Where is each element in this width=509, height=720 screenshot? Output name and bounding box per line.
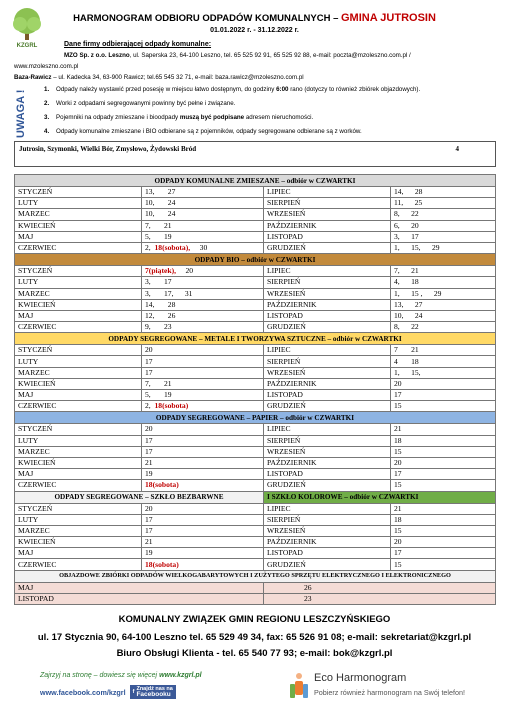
- month-right: LIPIEC: [264, 266, 391, 277]
- month-left: CZERWIEC: [15, 401, 142, 412]
- month-left: STYCZEŃ: [15, 266, 142, 277]
- dates-right: 1, 15,: [391, 367, 496, 378]
- month-right: SIERPIEŃ: [264, 514, 391, 525]
- month-right: PAŹDZIERNIK: [264, 220, 391, 231]
- table-row: [15, 593, 496, 604]
- month-right: WRZESIEŃ: [264, 446, 391, 457]
- month-left: KWIECIEŃ: [15, 220, 142, 231]
- table-row: [15, 480, 496, 491]
- company-website: www.mzoleszno.com.pl: [14, 63, 79, 70]
- month-left: KWIECIEŃ: [15, 299, 142, 310]
- dates-left: 5, 19: [142, 390, 264, 401]
- dates-right: 7, 21: [391, 266, 496, 277]
- dates-left: 5, 19: [142, 231, 264, 242]
- dates-left: 9, 23: [142, 322, 264, 333]
- dates-right: 10, 24: [391, 310, 496, 321]
- section-header-row: [15, 333, 496, 345]
- month-left: MAJ: [15, 390, 142, 401]
- dates-left: 18(sobota): [142, 480, 264, 491]
- dates-left: 19: [142, 469, 264, 480]
- footer-office: Biuro Obsługi Klienta - tel. 65 540 77 93; e-mail: bok@kzgrl.pl: [116, 648, 393, 659]
- month-right: PAŹDZIERNIK: [264, 378, 391, 389]
- table-row: [15, 198, 496, 209]
- dates-left: 17: [142, 514, 264, 525]
- section-header-row: [15, 254, 496, 266]
- footer-org: KOMUNALNY ZWIĄZEK GMIN REGIONU LESZCZYŃSKIEGO: [118, 614, 391, 625]
- dates-left: 17: [142, 525, 264, 536]
- dates-left: 20: [142, 345, 264, 356]
- month-left: STYCZEŃ: [15, 503, 142, 514]
- dates-left: 3, 17, 31: [142, 288, 264, 299]
- table-row: [15, 457, 496, 468]
- dates-right: 17: [391, 390, 496, 401]
- footer-address: ul. 17 Stycznia 90, 64-100 Leszno tel. 65 529 49 34, fax: 65 526 91 08; e-mail: sekretariat@kzgrl.pl: [37, 632, 472, 643]
- dates-left: 17: [142, 435, 264, 446]
- dates-left: 2, 18(sobota), 30: [142, 242, 264, 253]
- month-left: CZERWIEC: [15, 559, 142, 570]
- table-row: [15, 231, 496, 242]
- dates-left: 21: [142, 457, 264, 468]
- month-left: MAJ: [15, 548, 142, 559]
- month-right: WRZESIEŃ: [264, 288, 391, 299]
- dates-right: 3, 17: [391, 231, 496, 242]
- eco-title: Eco Harmonogram: [314, 672, 407, 684]
- dates-left: 7, 21: [142, 378, 264, 389]
- table-row: [15, 446, 496, 457]
- table-row: [15, 288, 496, 299]
- month-left: LUTY: [15, 198, 142, 209]
- table-row: [15, 537, 496, 548]
- dates-right: 21: [391, 503, 496, 514]
- svg-text:KZGRL: KZGRL: [16, 43, 38, 48]
- dates-right: 21: [391, 424, 496, 435]
- dates-right: 1, 15, 29: [391, 242, 496, 253]
- table-row: [15, 277, 496, 288]
- table-row: [15, 548, 496, 559]
- facebook-badge[interactable]: [130, 685, 176, 699]
- dates-left: 7, 21: [142, 220, 264, 231]
- table-row: [15, 220, 496, 231]
- table-row: [15, 209, 496, 220]
- table-row: [15, 367, 496, 378]
- rule-number: 3.: [44, 114, 50, 121]
- rule-number: 1.: [44, 86, 50, 93]
- rule-text: Worki z odpadami segregowanymi powinny być pełne i związane.: [56, 100, 236, 107]
- dates-right: 17: [391, 469, 496, 480]
- rule-item: [44, 100, 504, 107]
- dates-left: 12, 26: [142, 310, 264, 321]
- month-left: LUTY: [15, 514, 142, 525]
- route-number: 4: [455, 145, 459, 153]
- facebook-icon: f: [132, 689, 135, 695]
- month-left: STYCZEŃ: [15, 345, 142, 356]
- rule-text: Odpady należy wystawić przed posesję w miejscu łatwo dostępnym, do godziny 6:00 rano (dotyczy to również zbiórek objazdowych).: [56, 86, 421, 93]
- month-right: LISTOPAD: [264, 548, 391, 559]
- company-branch-line: Baza-Rawicz – ul. Kadecka 34, 63-900 Rawicz; tel.65 545 32 71, e-mail: baza.rawicz@mzoleszno.com.pl: [14, 74, 304, 81]
- month-right: PAŹDZIERNIK: [264, 537, 391, 548]
- month-right: GRUDZIEŃ: [264, 322, 391, 333]
- month-right: SIERPIEŃ: [264, 356, 391, 367]
- bulky-date: 26: [264, 582, 496, 593]
- month-right: GRUDZIEŃ: [264, 242, 391, 253]
- month-left: STYCZEŃ: [15, 424, 142, 435]
- month-right: LIPIEC: [264, 503, 391, 514]
- month-left: MAJ: [15, 469, 142, 480]
- table-row: [15, 435, 496, 446]
- month-left: KWIECIEŃ: [15, 457, 142, 468]
- dates-left: 17: [142, 367, 264, 378]
- section-header-row: [15, 491, 496, 503]
- month-left: MARZEC: [15, 525, 142, 536]
- dates-left: 20: [142, 424, 264, 435]
- eco-app-icon: [288, 672, 310, 704]
- table-row: [15, 187, 496, 198]
- dates-left: 20: [142, 503, 264, 514]
- table-row: [15, 424, 496, 435]
- table-row: [15, 401, 496, 412]
- facebook-badge-small: Znajdź nas na: [136, 686, 173, 692]
- dates-left: 14, 28: [142, 299, 264, 310]
- table-row: [15, 390, 496, 401]
- dates-right: 14, 28: [391, 187, 496, 198]
- table-row: [15, 559, 496, 570]
- section-header-row: [15, 570, 496, 582]
- company-heading: Dane firmy odbierającej odpady komunalne:: [64, 41, 212, 48]
- month-right: WRZESIEŃ: [264, 525, 391, 536]
- month-left: KWIECIEŃ: [15, 537, 142, 548]
- dates-right: 15: [391, 559, 496, 570]
- month-right: LISTOPAD: [264, 390, 391, 401]
- section-title: ODPADY SEGREGOWANE – METALE I TWORZYWA SZTUCZNE – odbiór w CZWARTKI: [15, 333, 496, 345]
- section-title-left: ODPADY SEGREGOWANE – SZKŁO BEZBARWNE: [15, 491, 264, 503]
- table-row: [15, 310, 496, 321]
- month-left: MAJ: [15, 231, 142, 242]
- table-row: [15, 503, 496, 514]
- rule-item: [44, 86, 504, 93]
- section-header-row: [15, 175, 496, 187]
- dates-right: 1, 15 , 29: [391, 288, 496, 299]
- dates-left: 10, 24: [142, 209, 264, 220]
- table-row: [15, 345, 496, 356]
- dates-right: 4 18: [391, 356, 496, 367]
- table-row: [15, 356, 496, 367]
- dates-left: 3, 17: [142, 277, 264, 288]
- rule-item: [44, 114, 504, 121]
- bulky-title: OBJAZDOWE ZBIÓRKI ODPADÓW WIELKOGABARYTOWYCH I ZUŻYTEGO SPRZĘTU ELEKTRYCZNEGO I ELEKTRONICZNEGO: [15, 570, 496, 582]
- dates-right: 13, 27: [391, 299, 496, 310]
- dates-left: 19: [142, 548, 264, 559]
- month-right: PAŹDZIERNIK: [264, 457, 391, 468]
- uwaga-label: [6, 86, 30, 140]
- eco-subtitle: Pobierz również harmonogram na Swój telefon!: [314, 688, 466, 697]
- month-right: LIPIEC: [264, 187, 391, 198]
- dates-right: 20: [391, 457, 496, 468]
- dates-left: 21: [142, 537, 264, 548]
- villages-names: Jutrosin, Szymonki, Wielki Bór, Zmysłowo, Żydowski Bród: [19, 145, 197, 153]
- website-link[interactable]: www.kzgrl.pl: [159, 672, 202, 679]
- villages-box: [14, 141, 496, 167]
- rule-number: 2.: [44, 100, 50, 107]
- dates-left: 13, 27: [142, 187, 264, 198]
- table-row: [15, 469, 496, 480]
- dates-left: 17: [142, 446, 264, 457]
- table-row: [15, 582, 496, 593]
- bulky-month: MAJ: [15, 582, 264, 593]
- month-left: MARZEC: [15, 367, 142, 378]
- rule-item: [44, 128, 504, 135]
- month-right: LISTOPAD: [264, 469, 391, 480]
- date-range: 01.01.2022 r. - 31.12.2022 r.: [210, 27, 299, 34]
- month-left: CZERWIEC: [15, 480, 142, 491]
- month-right: LIPIEC: [264, 345, 391, 356]
- month-left: STYCZEŃ: [15, 187, 142, 198]
- month-left: LUTY: [15, 356, 142, 367]
- table-row: [15, 514, 496, 525]
- schedule-table: [14, 168, 496, 605]
- month-left: LUTY: [15, 277, 142, 288]
- dates-right: 18: [391, 435, 496, 446]
- dates-right: 15: [391, 480, 496, 491]
- dates-right: 11, 25: [391, 198, 496, 209]
- company-address-line: MZO Sp. z o.o. Leszno, ul. Saperska 23, 64-100 Leszno, tel. 65 525 92 91, 65 525 92 88, e-mail: poczta@mzoleszno.com.pl /: [64, 52, 411, 59]
- section-title: ODPADY SEGREGOWANE – PAPIER – odbiór w CZWARTKI: [15, 412, 496, 424]
- dates-left: 2, 18(sobota): [142, 401, 264, 412]
- dates-left: 7(piątek), 20: [142, 266, 264, 277]
- eco-harmonogram-promo[interactable]: [288, 670, 498, 714]
- month-left: MARZEC: [15, 209, 142, 220]
- section-title-right: I SZKŁO KOLOROWE – odbiór w CZWARTKI: [264, 491, 496, 503]
- rules-list: [44, 86, 504, 142]
- month-right: PAŹDZIERNIK: [264, 299, 391, 310]
- dates-left: 17: [142, 356, 264, 367]
- month-right: SIERPIEŃ: [264, 277, 391, 288]
- dates-right: 17: [391, 548, 496, 559]
- month-right: WRZESIEŃ: [264, 367, 391, 378]
- table-row: [15, 378, 496, 389]
- month-right: LISTOPAD: [264, 310, 391, 321]
- bulky-month: LISTOPAD: [15, 593, 264, 604]
- table-row: [15, 299, 496, 310]
- month-left: CZERWIEC: [15, 322, 142, 333]
- dates-right: 4, 18: [391, 277, 496, 288]
- dates-right: 20: [391, 537, 496, 548]
- rule-text: Pojemniki na odpady zmieszane i bioodpady muszą być podpisane adresem nieruchomości.: [56, 114, 314, 121]
- svg-text:UWAGA !: UWAGA !: [15, 89, 27, 138]
- month-left: LUTY: [15, 435, 142, 446]
- dates-right: 18: [391, 514, 496, 525]
- month-right: SIERPIEŃ: [264, 198, 391, 209]
- month-right: GRUDZIEŃ: [264, 559, 391, 570]
- dates-left: 10, 24: [142, 198, 264, 209]
- month-left: CZERWIEC: [15, 242, 142, 253]
- table-row: [15, 525, 496, 536]
- dates-right: 8, 22: [391, 322, 496, 333]
- dates-right: 15: [391, 525, 496, 536]
- dates-right: 6, 20: [391, 220, 496, 231]
- month-right: GRUDZIEŃ: [264, 480, 391, 491]
- dates-right: 15: [391, 401, 496, 412]
- month-right: WRZESIEŃ: [264, 209, 391, 220]
- month-right: SIERPIEŃ: [264, 435, 391, 446]
- month-right: LISTOPAD: [264, 231, 391, 242]
- page-title: HARMONOGRAM ODBIORU ODPADÓW KOMUNALNYCH – GMINA JUTROSIN: [73, 12, 436, 24]
- month-left: MARZEC: [15, 446, 142, 457]
- month-left: MAJ: [15, 310, 142, 321]
- dates-right: 20: [391, 378, 496, 389]
- visit-text: Zajrzyj na stronę – dowiesz się więcej: [40, 672, 158, 679]
- table-row: [15, 266, 496, 277]
- month-right: GRUDZIEŃ: [264, 401, 391, 412]
- rule-text: Odpady komunalne zmieszane i BIO odbierane są z pojemników, odpady segregowane odbierane są z worków.: [56, 128, 362, 135]
- dates-left: 18(sobota): [142, 559, 264, 570]
- dates-right: 15: [391, 446, 496, 457]
- section-header-row: [15, 412, 496, 424]
- table-row: [15, 242, 496, 253]
- social-block: [40, 672, 220, 716]
- month-left: MARZEC: [15, 288, 142, 299]
- rule-number: 4.: [44, 128, 50, 135]
- table-row: [15, 322, 496, 333]
- month-left: KWIECIEŃ: [15, 378, 142, 389]
- dates-right: 8, 22: [391, 209, 496, 220]
- bulky-date: 23: [264, 593, 496, 604]
- section-title: ODPADY BIO – odbiór w CZWARTKI: [15, 254, 496, 266]
- dates-right: 7 21: [391, 345, 496, 356]
- facebook-badge-label: Facebooku: [136, 691, 171, 698]
- month-right: LIPIEC: [264, 424, 391, 435]
- facebook-link[interactable]: www.facebook.com/kzgrl: [40, 687, 126, 697]
- section-title: ODPADY KOMUNALNE ZMIESZANE – odbiór w CZWARTKI: [15, 175, 496, 187]
